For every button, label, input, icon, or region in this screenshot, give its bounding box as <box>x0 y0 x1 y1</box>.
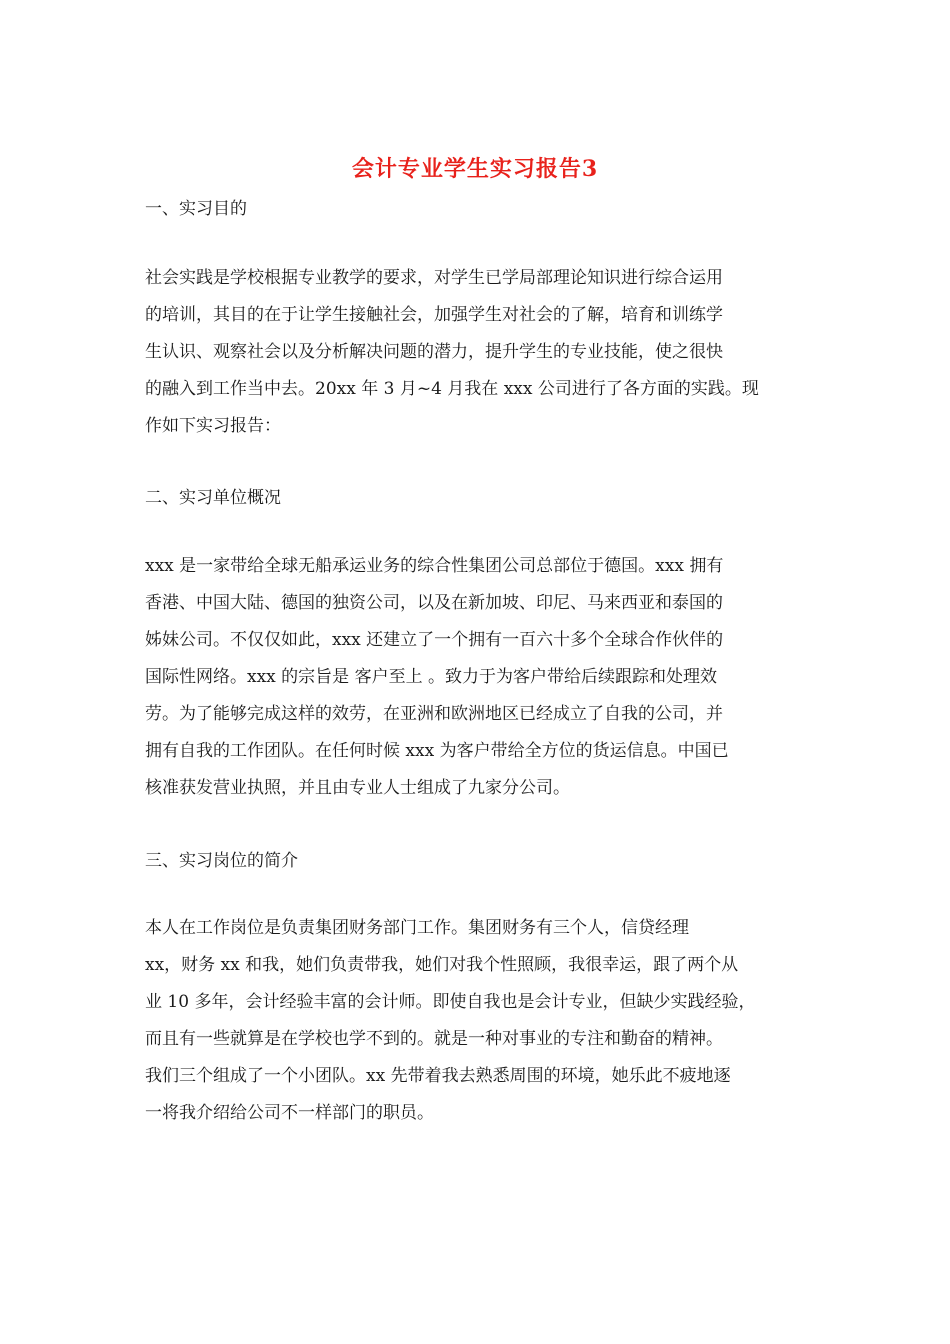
section-paragraph-purpose <box>145 260 815 445</box>
paragraph-line: 业 10 多年，会计经验丰富的会计师。即使自我也是会计专业，但缺少实践经验， <box>145 992 756 1012</box>
paragraph-line: 作如下实习报告： <box>145 416 281 436</box>
paragraph-line: 核准获发营业执照，并且由专业人士组成了九家分公司。 <box>145 778 570 798</box>
paragraph-line: 拥有自我的工作团队。在任何时候 xxx 为客户带给全方位的货运信息。中国已 <box>145 741 729 761</box>
paragraph-line: 姊妹公司。不仅仅如此，xxx 还建立了一个拥有一百六十多个全球合作伙伴的 <box>145 630 724 650</box>
paragraph-line: xxx 是一家带给全球无船承运业务的综合性集团公司总部位于德国。xxx 拥有 <box>145 556 724 576</box>
section-paragraph-position-intro <box>145 910 815 1132</box>
paragraph-line: 而且有一些就算是在学校也学不到的。就是一种对事业的专注和勤奋的精神。 <box>145 1029 723 1049</box>
paragraph-line: 生认识、观察社会以及分析解决问题的潜力，提升学生的专业技能，使之很快 <box>145 342 723 362</box>
paragraph-line: 的融入到工作当中去。20xx 年 3 月~4 月我在 xxx 公司进行了各方面的实践。现 <box>145 379 759 399</box>
paragraph-line: 一将我介绍给公司不一样部门的职员。 <box>145 1103 434 1123</box>
paragraph-line: 社会实践是学校根据专业教学的要求，对学生已学局部理论知识进行综合运用 <box>145 268 723 288</box>
paragraph-line: 劳。为了能够完成这样的效劳，在亚洲和欧洲地区已经成立了自我的公司，并 <box>145 704 723 724</box>
section-paragraph-company-overview <box>145 548 815 807</box>
paragraph-line: 香港、中国大陆、德国的独资公司，以及在新加坡、印尼、马来西亚和泰国的 <box>145 593 723 613</box>
paragraph-line: 国际性网络。xxx 的宗旨是 客户至上 。致力于为客户带给后续跟踪和处理效 <box>145 667 717 687</box>
document-title: 会计专业学生实习报告3 <box>351 156 599 182</box>
section-heading-position-intro: 三、实习岗位的简介 <box>145 851 298 871</box>
paragraph-line: xx，财务 xx 和我，她们负责带我，她们对我个性照顾，我很幸运，跟了两个从 <box>145 955 739 975</box>
paragraph-line: 的培训，其目的在于让学生接触社会，加强学生对社会的了解，培育和训练学 <box>145 305 723 325</box>
section-heading-company-overview: 二、实习单位概况 <box>145 488 281 508</box>
section-heading-purpose: 一、实习目的 <box>145 199 247 219</box>
paragraph-line: 本人在工作岗位是负责集团财务部门工作。集团财务有三个人，信贷经理 <box>145 918 689 938</box>
paragraph-line: 我们三个组成了一个小团队。xx 先带着我去熟悉周围的环境，她乐此不疲地逐 <box>145 1066 731 1086</box>
